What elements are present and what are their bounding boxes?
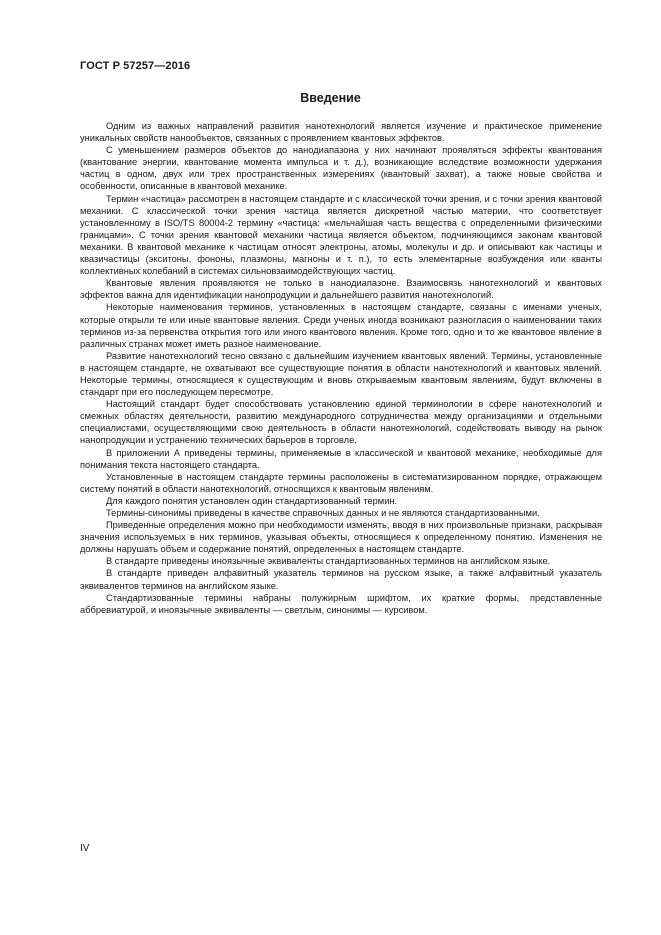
- paragraph-13: В стандарте приведены иноязычные эквиваленты стандартизованных терминов на английском языке.: [106, 556, 551, 567]
- introduction-body: [80, 120, 602, 616]
- paragraph-14: В стандарте приведен алфавитный указатель терминов на русском языке, а также алфавитный указатель эквивалентов терминов на английском языке.: [80, 568, 602, 591]
- standard-code-header: ГОСТ Р 57257—2016: [80, 60, 191, 72]
- paragraph-4: Квантовые явления проявляются не только в нанодиапазоне. Взаимосвязь нанотехнологий и квантовых эффектов важна для идентификации нанопродукции и дальнейшего развития нанотехнологий.: [80, 278, 602, 301]
- paragraph-2: С уменьшением размеров объектов до нанодиапазона у них начинают проявляться эффекты квантования (квантование энергии, квантование момента импульса и т. д.), возникающие вследствие возможности удержания частиц в одном, двух или трех пространственных измерениях (квантовый захват), а также новые свойства и особенности, описанные в квантовой механике.: [80, 145, 602, 192]
- paragraph-9: Установленные в настоящем стандарте термины расположены в систематизированном порядке, отражающем систему понятий в области нанотехнологий, относящихся к квантовым явлениям.: [80, 471, 602, 494]
- paragraph-3: Термин «частица» рассмотрен в настоящем стандарте и с классической точки зрения, и с точки зрения квантовой механики. С классической точки зрения частица является дискретной частью материи, что соответствует установленному в ISO/TS 80004-2 термину «частица: «мельчайшая часть вещества с определенными физическими границами». С точки зрения квантовой механики частица является объектом, подчиняющимся законам квантовой механики. В квантовой механике к частицам относят электроны, атомы, молекулы и др. и описывают как частицы и квазичастицы (экситоны, фононы, плазмоны, магноны и т. п.), то есть элементарные возбуждения или кванты коллективных колебаний в системах сильновзаимодействующих частиц.: [80, 193, 602, 277]
- paragraph-11: Термины-синонимы приведены в качестве справочных данных и не являются стандартизованными.: [106, 508, 540, 518]
- paragraph-7: Настоящий стандарт будет способствовать установлению единой терминологии в сфере нанотехнологий и смежных областях деятельности, развитию международного сотрудничества между организациями и отдельными специалистами, осуществляющими свою деятельность в области нанотехнологий, содействовать выводу на рынок нанопродукции и устранению технических барьеров в торговле.: [80, 399, 602, 446]
- paragraph-5: Некоторые наименования терминов, установленных в настоящем стандарте, связаны с именами ученых, которые открыли те или иные квантовые явления. Среди ученых иногда возникают разногласия о наименовании таких терминов из-за первенства открытия того или иного квантового явления. Кроме того, одно и то же квантовое явление в различных странах может иметь разное наименование.: [80, 302, 602, 349]
- paragraph-15: Стандартизованные термины набраны полужирным шрифтом, их краткие формы, представленные аббревиатурой, и иноязычные эквиваленты — светлым, синонимы — курсивом.: [80, 592, 602, 615]
- paragraph-1: Одним из важных направлений развития нанотехнологий является изучение и практическое применение уникальных свойств нанообъектов, связанных с проявлением квантовых эффектов.: [80, 121, 602, 144]
- page-number: IV: [80, 843, 90, 854]
- paragraph-12: Приведенные определения можно при необходимости изменять, вводя в них произвольные признаки, раскрывая значения используемых в них терминов, указывая объекты, относящиеся к определенному понятию. Изменения не должны нарушать объем и содержание понятий, определенных в настоящем стандарте.: [80, 520, 602, 555]
- paragraph-6: Развитие нанотехнологий тесно связано с дальнейшим изучением квантовых явлений. Термины, установленные в настоящем стандарте, не охватывают все существующие понятия в области нанотехнологий и квантовых явлений. Некоторые термины, относящиеся к существующим и вновь открываемым квантовым явлениям, будут включены в стандарт при его последующем пересмотре.: [80, 350, 602, 398]
- paragraph-10: Для каждого понятия установлен один стандартизованный термин.: [106, 495, 398, 506]
- section-title: Введение: [300, 91, 361, 105]
- paragraph-8: В приложении А приведены термины, применяемые в классической и квантовой механике, необходимые для понимания текста настоящего стандарта.: [80, 447, 602, 470]
